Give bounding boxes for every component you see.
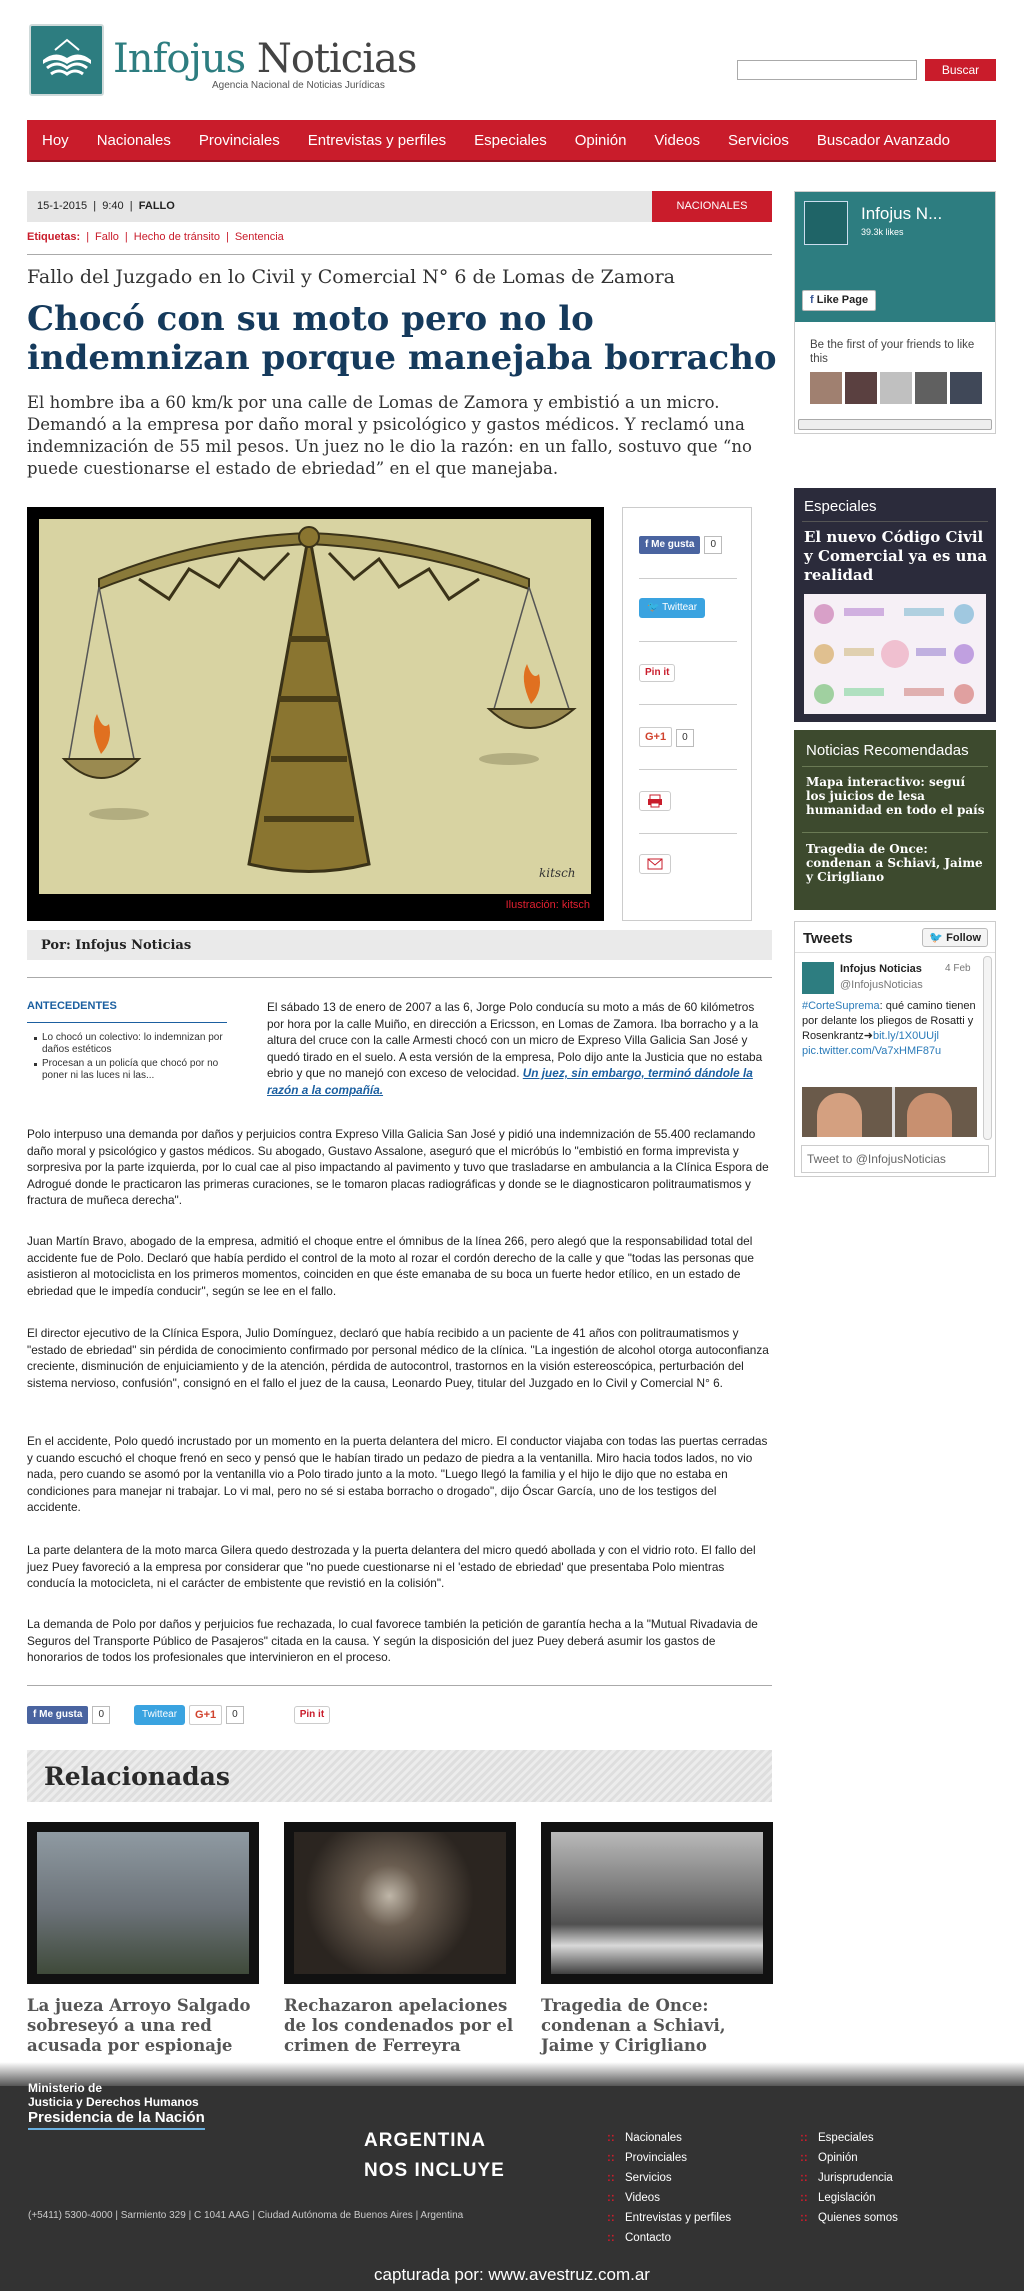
footer-link[interactable]: :: Servicios	[605, 2168, 731, 2188]
related-caption[interactable]: Rechazaron apelaciones de los condenados por el crimen de Ferreyra	[284, 1996, 514, 2055]
twitter-share-button[interactable]: 🐦 Twittear	[639, 598, 705, 618]
article-headline: Chocó con su moto pero no lo indemnizan porque manejaba borracho	[27, 299, 777, 378]
facebook-cover[interactable]	[795, 192, 995, 322]
argentina-logo-line-1: ARGENTINA	[364, 2130, 486, 2151]
ministry-line-3[interactable]: Presidencia de la Nación	[28, 2109, 205, 2130]
google-plus-count: 0	[226, 1706, 244, 1724]
tweet-text: #CorteSuprema: qué camino tienen por delante los pliegos de Rosatti y Rosenkrantz➜bit.ly/1X0UUjl pic.twitter.com/Va7xHMF87u	[802, 1000, 976, 1057]
nav-item-especiales[interactable]: Especiales	[474, 131, 547, 149]
nav-item-nacionales[interactable]: Nacionales	[96, 131, 171, 149]
twitter-widget	[794, 921, 996, 1177]
especiales-label: Especiales	[804, 498, 877, 515]
site-name[interactable]	[113, 36, 416, 82]
share-box	[622, 507, 752, 921]
tag-link[interactable]: Sentencia	[234, 231, 284, 243]
facebook-page-name[interactable]: Infojus N...	[861, 204, 943, 223]
related-card[interactable]	[284, 1822, 516, 2056]
related-image[interactable]	[284, 1822, 516, 1984]
site-tagline: Agencia Nacional de Noticias Jurídicas	[212, 80, 385, 91]
tags-label: Etiquetas:	[27, 231, 81, 243]
article-paragraph: El director ejecutivo de la Clínica Espora, Julio Domínguez, declaró que había recibido a un paciente de 41 años con politraumatismos y "estado de ebriedad" sin pérdida de conocimiento confirmado por personal médico de la clínica. "La ingestión de alcohol otorga autoconfianza creciente, disminución de enjuiciamiento y de la atención, pérdida de autocontrol, trastornos en la visión estereoscópica, perturbación del sistema nervioso, confusión", consignó en el fallo el juez de la causa, Leonardo Puey, titular del Juzgado en lo Civil y Comercial N° 6.	[27, 1326, 769, 1390]
article-paragraph: En el accidente, Polo quedó incrustado por un momento en la puerta delantera del micro. El conductor viajaba con todas las puertas cerradas y cuando escuchó el choque frenó en seco y pensó que le habían tirado un pedazo de piedra a la ventanilla. Miro hacia todos lados, no vio nada, pero cuando se asomó por la ventanilla vio a Polo tirado junto a la moto. "Luego llegó la familia y el hijo le dijo que no estaba en condiciones para manejar ni trabajar. Lo vi mal, pero no sé si estaba borracho o drogado", dijo Óscar García, uno de los testigos del accidente.	[27, 1434, 768, 1514]
tags-line: Etiquetas: | Fallo | Hecho de tránsito | Sentencia	[27, 231, 284, 243]
pinterest-button[interactable]: Pin it	[294, 1706, 330, 1724]
search-input[interactable]	[737, 60, 917, 80]
site-name-second: Noticias	[256, 36, 417, 82]
antecedentes-list	[34, 1032, 229, 1084]
twitter-share-button[interactable]: Twittear	[134, 1705, 185, 1725]
antecedentes-item[interactable]: Procesan a un policía que chocó por no poner ni las luces ni las...	[34, 1058, 229, 1082]
ministry-line-2: Justicia y Derechos Humanos	[28, 2095, 199, 2109]
email-button[interactable]	[639, 854, 671, 874]
recomendada-link[interactable]: Tragedia de Once: condenan a Schiavi, Jaime y Cirigliano	[806, 842, 983, 884]
facebook-icon: f	[810, 294, 814, 306]
tweet-handle[interactable]: @InfojusNoticias	[840, 979, 923, 991]
footer-link[interactable]: :: Especiales	[798, 2128, 898, 2148]
illustration-signature: kitsch	[539, 866, 576, 880]
article-paragraph: El sábado 13 de enero de 2007 a las 6, Jorge Polo conducía su moto a más de 60 kilómetros por hora por la calle Muiño, en dirección a Ericsson, en Lomas de Zamora. Iba borracho y a la altura del cruce con la calle Armesti chocó con un micro de Expreso Villa Galicia San José y quedó tirado en el suelo. A esta versión de la empresa, Polo dijo ante la Justicia que no estaba ebrio y que no manejó con exceso de velocidad. Un juez, sin embargo, terminó dándole la razón a la compañía.	[267, 1000, 763, 1097]
facebook-friend-faces	[810, 372, 985, 404]
nav-item-videos[interactable]: Videos	[654, 131, 701, 149]
nav-item-servicios[interactable]: Servicios	[728, 131, 789, 149]
divider	[27, 254, 772, 255]
twitter-bird-icon: 🐦	[647, 602, 660, 613]
footer-link[interactable]: :: Contacto	[605, 2228, 731, 2248]
nav-item-opinion[interactable]: Opinión	[574, 131, 627, 149]
footer-link[interactable]: :: Opinión	[798, 2148, 898, 2168]
facebook-count: 0	[704, 536, 722, 554]
facebook-page-widget	[794, 191, 996, 434]
site-name-first: Infojus	[113, 36, 246, 82]
tweet-input[interactable]: Tweet to @InfojusNoticias	[801, 1145, 989, 1173]
article-lead: El hombre iba a 60 km/k por una calle de Lomas de Zamora y embistió a un micro. Demandó a la empresa por daño moral y psicológico y gastos médicos. Y reclamó una indemnización de 55 mil pesos. Un juez no le dio la razón: en un fallo, sostuvo que “no puede cuestionarse el estado de ebriedad” en el que manejaba.	[27, 393, 752, 478]
nav-item-provinciales[interactable]: Provinciales	[198, 131, 280, 149]
book-logo-icon	[41, 38, 93, 84]
tweet-hashtag[interactable]: #CorteSuprema	[802, 1000, 880, 1012]
pinterest-button[interactable]: Pin it	[639, 664, 675, 682]
search-button[interactable]: Buscar	[925, 59, 996, 81]
avatar[interactable]	[950, 372, 982, 404]
tag-link[interactable]: Fallo	[95, 231, 119, 243]
tweet-avatar[interactable]	[802, 962, 834, 994]
especiales-box	[794, 488, 996, 722]
footer-address: (+5411) 5300-4000 | Sarmiento 329 | C 1041 AAG | Ciudad Autónoma de Buenos Aires | Argentina	[28, 2210, 464, 2221]
byline: Por: Infojus Noticias	[41, 938, 192, 953]
section-badge[interactable]: NACIONALES	[652, 191, 772, 222]
illustration-credit: Ilustración: kitsch	[505, 899, 590, 911]
tweet-date[interactable]: 4 Feb	[945, 963, 971, 974]
ministry-line-1: Ministerio de	[28, 2081, 103, 2095]
footer-link[interactable]: :: Videos	[605, 2188, 731, 2208]
argentina-logo-line-2: NOS INCLUYE	[364, 2160, 505, 2181]
antecedentes-item[interactable]: Lo chocó un colectivo: lo indemnizan por daños estéticos	[34, 1032, 229, 1056]
recomendadas-box	[794, 730, 996, 910]
main-nav	[27, 120, 996, 162]
avatar[interactable]	[810, 372, 842, 404]
facebook-friends-text: Be the first of your friends to like this	[810, 339, 975, 365]
article-type: FALLO	[138, 200, 175, 212]
avatar[interactable]	[845, 372, 877, 404]
nav-item-buscador-avanzado[interactable]: Buscador Avanzado	[816, 131, 951, 149]
divider	[27, 977, 772, 978]
twitter-bird-icon: 🐦	[929, 932, 944, 944]
google-plus-button[interactable]: G+1	[639, 727, 672, 747]
article-time: 9:40	[102, 200, 124, 212]
facebook-like-button[interactable]: f Me gusta	[27, 1706, 88, 1724]
horizontal-scrollbar[interactable]	[798, 419, 992, 430]
especiales-image[interactable]	[804, 594, 986, 714]
related-caption[interactable]: Tragedia de Once: condenan a Schiavi, Jaime y Cirigliano	[541, 1996, 726, 2055]
facebook-page-likes: 39.3k likes	[861, 227, 904, 237]
article-illustration	[27, 507, 604, 921]
footer-link[interactable]: :: Quienes somos	[798, 2208, 898, 2228]
capture-credit: capturada por: www.avestruz.com.ar	[374, 2265, 650, 2284]
footer-links-col-1	[605, 2128, 731, 2248]
article-paragraph: Juan Martín Bravo, abogado de la empresa, admitió el choque entre el ómnibus de la línea 266, pero alegó que la responsabilidad total del accidente fue de Polo. Declaró que había perdido el control de la moto al rozar el cordón derecho de la calle y que "todas las personas que asistieron al motociclista en los primeros momentos, coinciden en que éste emanaba de su boca un fuerte hedor etílico, en un estado de ebriedad que le impedía conducir", según se lee en el fallo.	[27, 1234, 754, 1298]
facebook-page-avatar[interactable]	[804, 201, 848, 245]
especiales-title[interactable]: El nuevo Código Civil y Comercial ya es una realidad	[804, 528, 988, 584]
footer-link[interactable]: :: Entrevistas y perfiles	[605, 2208, 731, 2228]
twitter-follow-button[interactable]: 🐦 Follow	[922, 928, 988, 947]
tweet-photo[interactable]	[802, 1087, 977, 1137]
footer-link[interactable]: :: Legislación	[798, 2188, 898, 2208]
recomendada-link[interactable]: Mapa interactivo: seguí los juicios de lesa humanidad en todo el país	[806, 775, 985, 817]
vertical-scrollbar[interactable]	[983, 956, 992, 1140]
related-card[interactable]	[27, 1822, 259, 2056]
avatar[interactable]	[915, 372, 947, 404]
relacionadas-header	[27, 1750, 772, 1802]
article-meta-bar	[27, 191, 772, 222]
tweets-title: Tweets	[803, 930, 853, 947]
scales-of-justice-illustration	[39, 519, 591, 894]
article-inline-link[interactable]: Un juez, sin embargo, terminó dándole la razón a la compañía.	[267, 1066, 753, 1097]
related-card[interactable]	[541, 1822, 773, 2056]
byline-bar	[27, 930, 772, 960]
google-plus-count: 0	[676, 729, 694, 747]
avatar[interactable]	[880, 372, 912, 404]
tweet-link[interactable]: pic.twitter.com/Va7xHMF87u	[802, 1045, 942, 1057]
article-kicker: Fallo del Juzgado en lo Civil y Comercial N° 6 de Lomas de Zamora	[27, 266, 676, 288]
related-image[interactable]	[541, 1822, 773, 1984]
footer-link[interactable]: :: Jurisprudencia	[798, 2168, 898, 2188]
article-paragraph: La demanda de Polo por daños y perjuicios fue rechazada, lo cual favorece también la petición de garantía hecha a la "Mutual Rivadavia de Seguros del Transporte Público de Pasajeros" citada en la causa. Y según la disposición del juez Puey deberá asumir los gastos de honorarios de todos los profesionales que intervinieron en el proceso.	[27, 1617, 758, 1664]
nav-item-entrevistas[interactable]: Entrevistas y perfiles	[307, 131, 447, 149]
google-plus-button[interactable]: G+1	[189, 1705, 222, 1725]
tag-link[interactable]: Hecho de tránsito	[133, 231, 220, 243]
recomendadas-label: Noticias Recomendadas	[806, 742, 969, 759]
related-caption[interactable]: La jueza Arroyo Salgado sobreseyó a una red acusada por espionaje	[27, 1996, 251, 2055]
print-icon	[640, 792, 670, 810]
codigo-civil-illustration	[804, 594, 986, 714]
tweet-link[interactable]: bit.ly/1X0UUjl	[872, 1030, 939, 1042]
footer-link[interactable]: :: Nacionales	[605, 2128, 731, 2148]
footer-link[interactable]: :: Provinciales	[605, 2148, 731, 2168]
article-paragraph: Polo interpuso una demanda por daños y perjuicios contra Expreso Villa Galicia San José y pidió una indemnización de 55.400 reclamando daño moral y psicológico y gastos médicos. Su abogado, Gustavo Assalone, aseguró que el micróbús lo "embistió en forma imprevista y sorpresiva por la parte izquierda, por lo cual cae al piso impactando al pavimento y tuvo que trasladarse en ambulancia a la Clínica Espora de Adrogué donde le practicaron las primeras curaciones, se le tomaron placas radiográficas y donde se le diagnosticaron politraumatismos y fractura de muñeca derecha".	[27, 1127, 769, 1207]
nav-item-hoy[interactable]: Hoy	[42, 131, 69, 149]
facebook-count: 0	[92, 1706, 110, 1724]
facebook-like-page-button[interactable]: f Like Page	[802, 290, 876, 311]
facebook-like-button[interactable]: f Me gusta	[639, 536, 700, 554]
email-icon	[640, 855, 670, 873]
site-logo[interactable]	[29, 24, 104, 96]
facebook-share[interactable]	[639, 534, 737, 554]
footer-links-col-2	[798, 2128, 898, 2228]
divider	[27, 1685, 772, 1686]
article-date: 15-1-2015	[37, 200, 88, 212]
print-button[interactable]	[639, 791, 671, 811]
article-date-line: 15-1-2015 | 9:40 | FALLO	[37, 200, 175, 212]
related-image[interactable]	[27, 1822, 259, 1984]
article-paragraph: La parte delantera de la moto marca Gilera quedo destrozada y la puerta delantera del micro quedó abollada y con el vidrio roto. El fallo del juez Puey favoreció a la empresa por considerar que "no puede cuestionarse ni el 'estado de ebriedad' que presentaba Polo mientras conducía la motocicleta, ni el carácter de embistente que revistió en la colisión".	[27, 1543, 756, 1590]
tweet-user[interactable]: Infojus Noticias	[840, 963, 922, 975]
relacionadas-title: Relacionadas	[44, 1762, 230, 1791]
antecedentes-title: ANTECEDENTES	[27, 1000, 117, 1012]
bottom-share-bar	[27, 1705, 330, 1725]
